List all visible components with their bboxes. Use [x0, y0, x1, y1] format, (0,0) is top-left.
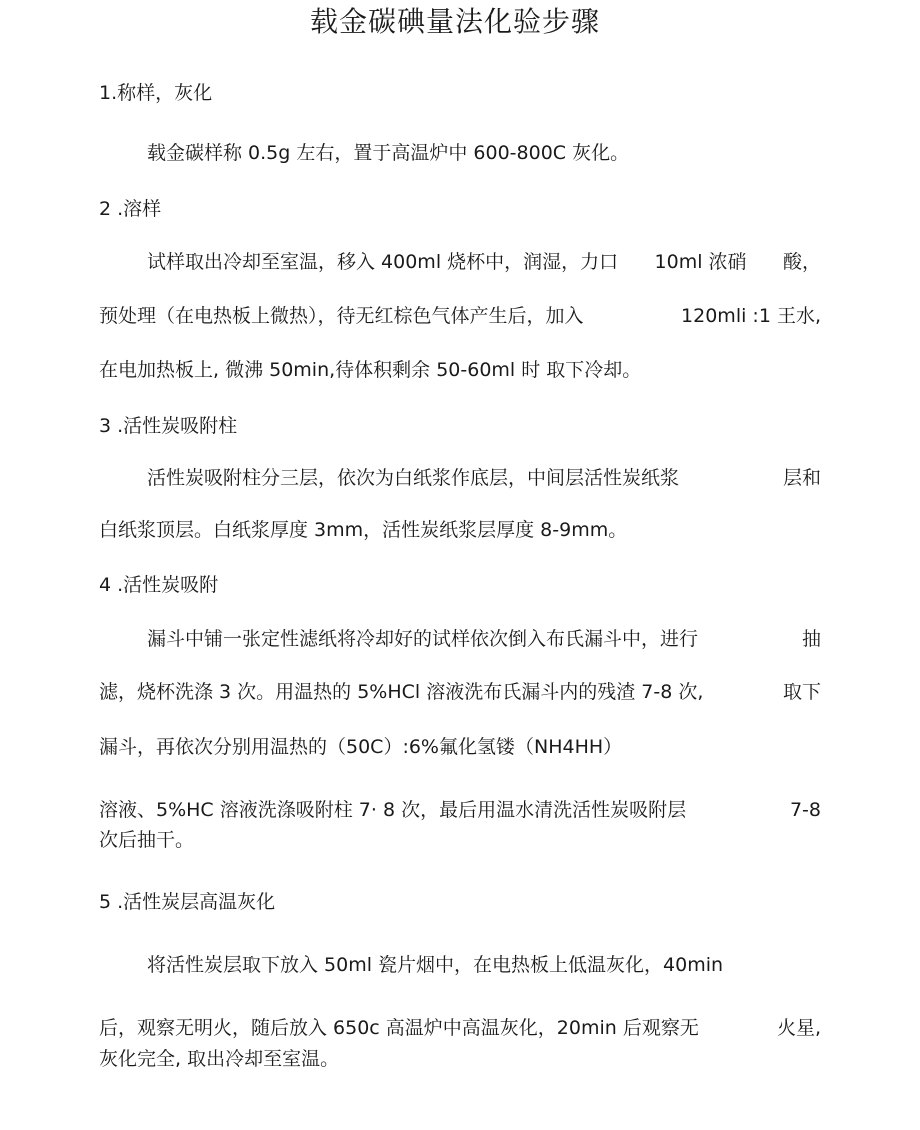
document-title: 载金碳碘量法化验步骤: [309, 5, 600, 38]
text-segment: 试样取出冷却至室温，移入 400ml 烧杯中，润湿，力口: [147, 251, 619, 273]
section-5-line-2: [99, 1015, 821, 1041]
section-3-line-1: [147, 465, 821, 491]
text-segment: 漏斗中铺一张定性滤纸将冷却好的试样依次倒入布氏漏斗中，进行: [147, 628, 699, 650]
text-segment: 火星,: [776, 1017, 821, 1039]
section-4-line-5: 次后抽干。: [99, 829, 195, 851]
text-segment: 溶液、5%HC 溶液洗涤吸附柱 7· 8 次，最后用温水清洗活性炭吸附层: [99, 799, 687, 821]
section-5-heading: 5 .活性炭层高温灰化: [99, 891, 276, 913]
section-2-line-2: [99, 303, 821, 329]
section-4-heading: 4 .活性炭吸附: [99, 574, 219, 596]
section-3-line-2: 白纸浆顶层。白纸浆厚度 3mm，活性炭纸浆层厚度 8-9mm。: [99, 519, 628, 541]
section-1-line-1: 载金碳样称 0.5g 左右，置于高温炉中 600-800C 灰化。: [147, 142, 630, 164]
text-segment: 预处理（在电热板上微热），待无红棕色气体产生后，加入: [99, 305, 584, 327]
section-2-line-1: [147, 249, 821, 275]
section-4-line-1: [147, 626, 821, 652]
text-segment: 取下: [782, 681, 821, 703]
section-4-line-4: [99, 797, 821, 823]
text-segment: 滤，烧杯洗涤 3 次。用温热的 5%HCl 溶液洗布氏漏斗内的残渣 7-8 次,: [99, 681, 704, 703]
text-segment: 活性炭吸附柱分三层，依次为白纸浆作底层，中间层活性炭纸浆: [147, 467, 680, 489]
section-1-heading: 1.称样，灰化: [99, 82, 213, 104]
section-4-line-2: [99, 679, 821, 705]
text-segment: 7-8: [789, 799, 821, 821]
text-segment: 酸，: [782, 251, 821, 273]
section-3-heading: 3 .活性炭吸附柱: [99, 415, 238, 437]
section-4-line-3: 漏斗，再依次分别用温热的（50C）:6%氟化氢镂（NH4HH）: [99, 736, 623, 758]
text-segment: 层和: [782, 467, 821, 489]
section-5-line-1: 将活性炭层取下放入 50ml 瓷片烟中，在电热板上低温灰化，40min: [147, 954, 724, 976]
text-segment: 后，观察无明火，随后放入 650c 高温炉中高温灰化，20min 后观察无: [99, 1017, 699, 1039]
section-2-line-3: 在电加热板上, 微沸 50min,待体积剩余 50-60ml 时 取下冷却。: [99, 359, 642, 381]
section-2-heading: 2 .溶样: [99, 198, 162, 220]
section-5-line-3: 灰化完全, 取出冷却至室温。: [99, 1048, 340, 1070]
text-segment: 抽: [801, 628, 821, 650]
text-segment: 10ml 浓硝: [654, 251, 747, 273]
text-segment: 120mli :1 王水,: [681, 305, 821, 327]
